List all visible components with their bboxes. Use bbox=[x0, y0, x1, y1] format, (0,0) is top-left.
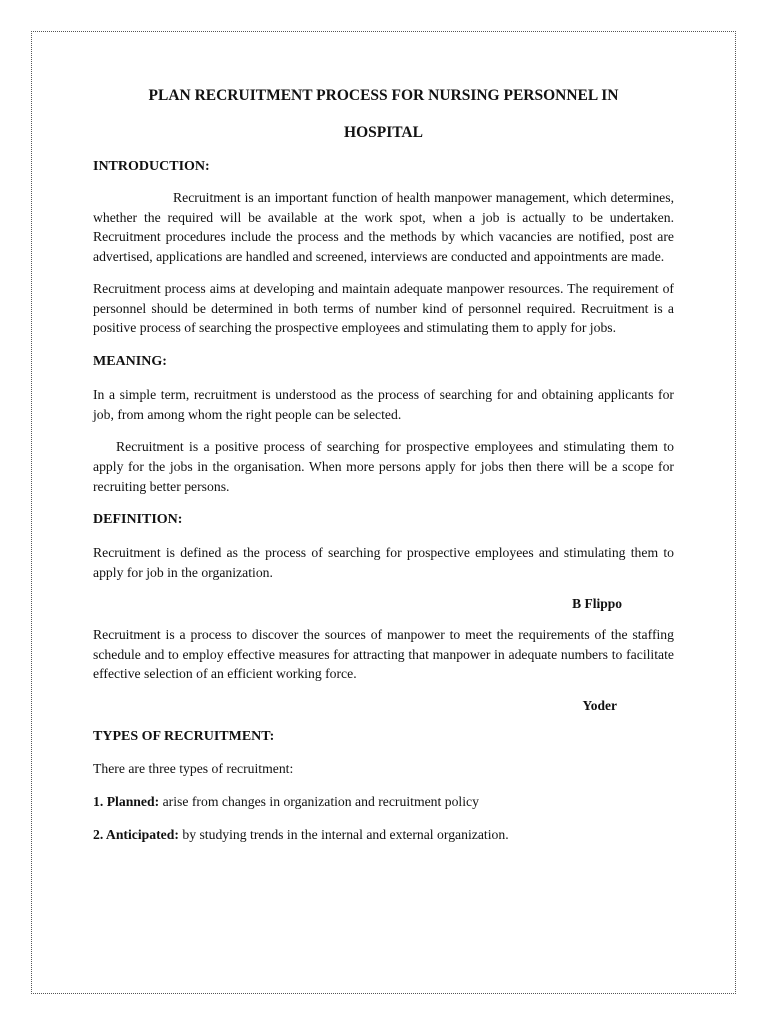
types-item-planned bbox=[93, 793, 674, 811]
definition-heading: DEFINITION: bbox=[93, 512, 183, 528]
meaning-paragraph-2: Recruitment is a positive process of searching for prospective employees and stimulating them to apply for the jobs in the organisation. When more persons apply for jobs then there will be a scope for recruiting better persons. bbox=[93, 439, 674, 494]
types-item-label: 2. Anticipated: bbox=[93, 826, 179, 842]
types-intro: There are three types of recruitment: bbox=[93, 760, 294, 776]
introduction-heading: INTRODUCTION: bbox=[93, 159, 210, 174]
types-item-label: 1. Planned: bbox=[93, 793, 160, 809]
types-item-anticipated bbox=[93, 826, 674, 844]
definition-author-yoder: Yoder bbox=[582, 697, 617, 713]
definition-author-flippo: B Flippo bbox=[572, 595, 622, 611]
introduction-paragraph-2: Recruitment process aims at developing and maintain adequate manpower resources. The requirement of personnel should be determined in both terms of number kind of personnel required. Recruitment is a positive process of searching the prospective employees and stimulating them to apply for jobs. bbox=[93, 280, 674, 336]
definition-paragraph-2: Recruitment is a process to discover the sources of manpower to meet the requirements of the staffing schedule and to employ effective measures for attracting that manpower in adequate numbers to facilitate effective selection of an efficient working force. bbox=[93, 626, 674, 682]
meaning-heading: MEANING: bbox=[93, 353, 167, 369]
types-item-text: arise from changes in organization and recruitment policy bbox=[159, 793, 479, 809]
definition-paragraph-1: Recruitment is defined as the process of searching for prospective employees and stimulating them to apply for job in the organization. bbox=[93, 545, 674, 581]
document-body bbox=[93, 86, 674, 844]
types-heading: TYPES OF RECRUITMENT: bbox=[93, 728, 275, 744]
document-title-line1: PLAN RECRUITMENT PROCESS FOR NURSING PERSONNEL IN bbox=[148, 87, 619, 104]
document-title-line2: HOSPITAL bbox=[344, 124, 423, 141]
introduction-paragraph-1: Recruitment is an important function of health manpower management, which determines, whether the required will be available at the work spot, when a job is actually to be undertaken. Recruitment procedures include the process and the methods by which vacancies are notified, post are advertised, applications are handled and screened, interviews are conducted and appointments are made. bbox=[93, 190, 674, 265]
types-item-text: by studying trends in the internal and external organization. bbox=[178, 826, 509, 842]
meaning-paragraph-1: In a simple term, recruitment is understood as the process of searching for and obtaining applicants for job, from among whom the right people can be selected. bbox=[93, 386, 674, 422]
